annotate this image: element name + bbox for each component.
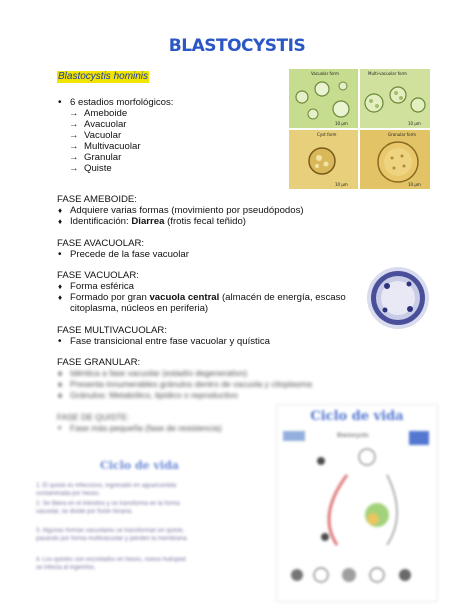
diamond-bullet-icon: ♦ (58, 380, 63, 389)
micro-label: Cyst form (317, 132, 337, 137)
vacuolar-cells-icon (289, 69, 358, 128)
avacuolar-heading: FASE AVACUOLAR: (57, 238, 145, 249)
granular-form-image (360, 130, 430, 189)
left-lifecycle-title: Ciclo de vida (100, 459, 179, 472)
vacuolar-item-continued: citoplasma, núcleos en periferia) (70, 303, 209, 314)
micro-label: Multi-vacuolar form (368, 71, 407, 76)
diamond-bullet-icon: ♦ (58, 369, 63, 378)
ameboide-item: Adquiere varias formas (movimiento por pseudópodos) (70, 205, 304, 216)
diamond-bullet-icon: ♦ (58, 293, 63, 302)
morph-intro: 6 estadios morfológicos: (70, 97, 174, 108)
vacuolar-cell-stained-icon (363, 264, 433, 332)
quiste-heading: FASE DE QUISTE: (57, 412, 130, 422)
stage-item: Granular (84, 152, 122, 163)
lifecycle-step: 1. El quiste es infeccioso, ingresado en agua/comida contaminada por heces. (36, 483, 177, 497)
scale-label: 10 µm (408, 182, 421, 187)
lifecycle-step: 4. Los quistes son excretados en heces, nuevo huésped se infecta al ingerirlos. (36, 557, 186, 571)
stage-item: Multivacuolar (84, 141, 141, 152)
scale-label: 10 µm (335, 182, 348, 187)
multivacuolar-heading: FASE MULTIVACUOLAR: (57, 325, 167, 336)
arrow-icon: → (69, 119, 79, 130)
scale-label: 10 µm (335, 121, 348, 126)
diamond-bullet-icon: ♦ (58, 217, 63, 226)
blurred-lifecycle-text (0, 450, 270, 580)
vacuolar-item: Forma esférica (70, 281, 134, 292)
lifecycle-card-sub: Blastocystis (337, 433, 369, 439)
lifecycle-step: 2. Se libera en el intestino y se transforma en la forma vacuolar, se divide por fisión binaria. (36, 501, 180, 515)
micro-label: Granular form (388, 132, 417, 137)
document-title: BLASTOCYSTIS (168, 36, 306, 56)
vacuolar-cell-image (363, 264, 433, 332)
stage-item: Avacuolar (84, 119, 127, 130)
arrow-icon: → (69, 152, 79, 163)
arrow-icon: → (69, 163, 79, 174)
species-name: Blastocystis hominis (58, 71, 149, 82)
diamond-bullet-icon: ♦ (58, 282, 63, 291)
stage-item: Quiste (84, 163, 112, 174)
vacuolar-item: Formado por gran vacuola central (almacén de energía, escaso (70, 292, 346, 303)
bullet-dot-icon: • (58, 97, 62, 108)
cyst-cell-icon (289, 130, 358, 189)
granular-item: Gránulos: Metabólico, lipídico o reproductivo (70, 390, 238, 400)
bullet-dot-icon: • (58, 249, 62, 260)
ameboide-item: Identificación: Diarrea (frotis fecal teñido) (70, 216, 247, 227)
bullet-dot-icon: • (58, 423, 62, 433)
lifecycle-step: 3. Algunas formas vacuolares se transforman en quiste, pasando por forma multivacuolar y pierden la membrana. (36, 528, 189, 542)
lifecycle-card (276, 404, 438, 602)
diamond-bullet-icon: ♦ (58, 206, 63, 215)
vacuolar-form-image (289, 69, 358, 128)
granular-item: Presenta innumerables gránulos dentro de vacuola y citoplasma (70, 379, 312, 389)
ameboide-heading: FASE AMEBOIDE: (57, 194, 137, 205)
avacuolar-item: Precede de la fase vacuolar (70, 249, 189, 260)
vacuolar-heading: FASE VACUOLAR: (57, 270, 139, 281)
quiste-item: Fase más pequeña (fase de resistencia) (70, 423, 222, 433)
cyst-form-image (289, 130, 358, 189)
bullet-dot-icon: • (58, 336, 62, 347)
diamond-bullet-icon: ♦ (58, 391, 63, 400)
micro-label: Vacuolar form (311, 71, 339, 76)
lifecycle-card-title: Ciclo de vida (310, 409, 404, 424)
arrow-icon: → (69, 141, 79, 152)
arrow-icon: → (69, 130, 79, 141)
arrow-icon: → (69, 108, 79, 119)
granular-heading: FASE GRANULAR: (57, 357, 141, 368)
multivacuolar-form-image (360, 69, 430, 128)
multivacuolar-item: Fase transicional entre fase vacuolar y quística (70, 336, 270, 347)
micrograph-panel (289, 69, 430, 189)
multivacuolar-cells-icon (360, 69, 430, 128)
stage-item: Ameboide (84, 108, 128, 119)
granular-cell-icon (360, 130, 430, 189)
scale-label: 10 µm (408, 121, 421, 126)
stage-item: Vacuolar (84, 130, 122, 141)
granular-item: Idéntica a fase vacuolar (estadío degenerativo) (70, 368, 248, 378)
